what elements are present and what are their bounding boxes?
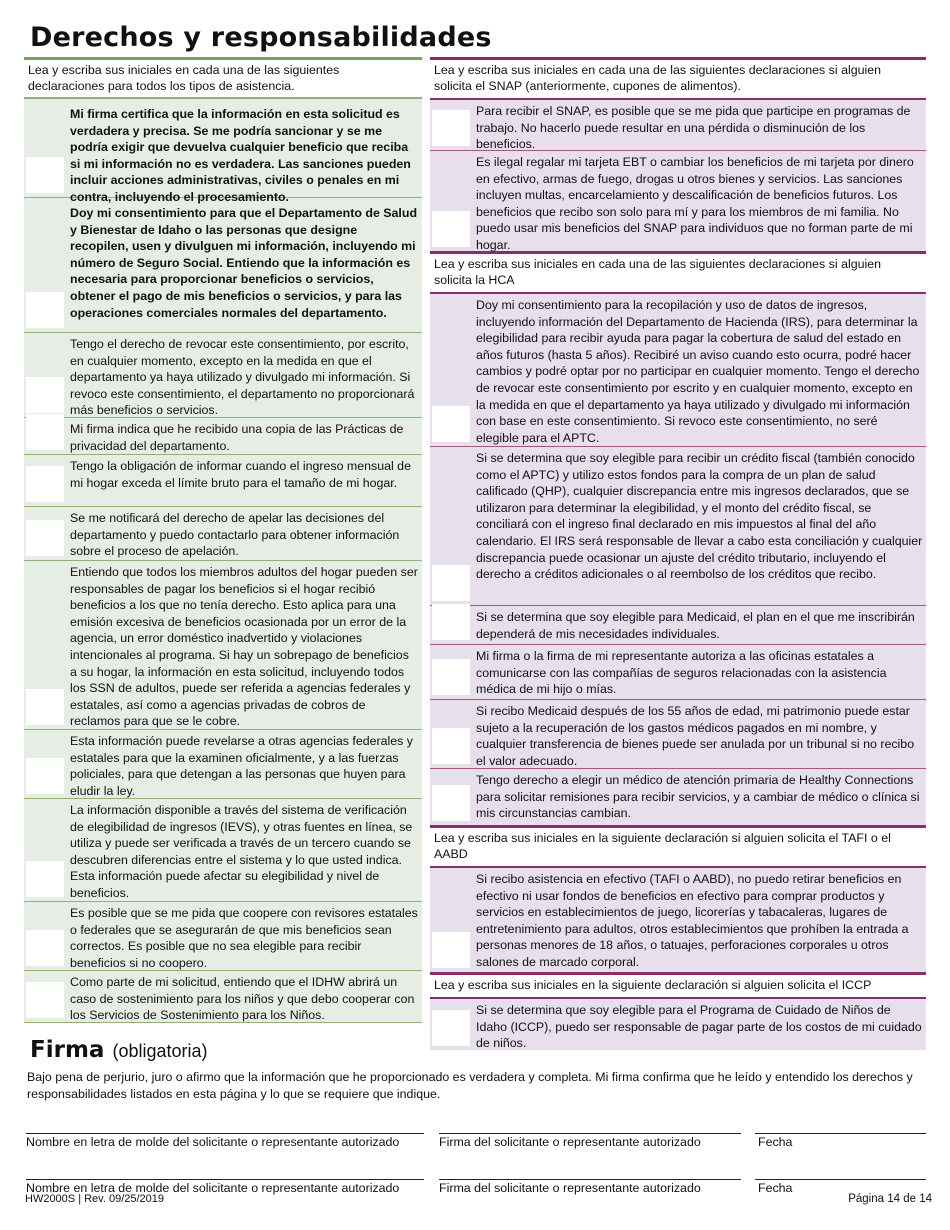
date-field[interactable]	[755, 1133, 926, 1149]
declaration-item	[430, 644, 926, 699]
date-label: Fecha	[758, 1181, 793, 1195]
signature-attestation: Bajo pena de perjurio, juro o afirmo que la información que he proporcionado es verdadera y completa. Mi firma confirma que he leído y entendido los derechos y responsabilidades listados en esta página y lo que se requiere que indique.	[27, 1070, 913, 1101]
hca-declarations-list	[430, 292, 926, 825]
declaration-item	[24, 332, 422, 417]
initials-field[interactable]	[430, 999, 470, 1050]
declaration-text: La información disponible a través del sistema de verificación de elegibilidad de ingresos (IEVS), y otras fuentes en línea, se utiliza y puede ser verificada a través de un tercero cuando se descubren diferencias entre el sistema y lo que usted indica. Esta información puede afectar su elegibilidad y nivel de beneficios.	[70, 803, 413, 900]
general-declarations-header: Lea y escriba sus iniciales en cada una de las siguientes declaraciones para todos los tipos de asistencia.	[24, 57, 422, 97]
iccp-declarations-list	[430, 997, 926, 1050]
declaration-text: Es ilegal regalar mi tarjeta EBT o cambiar los beneficios de mi tarjeta por dinero en efectivo, armas de fuego, drogas u otros bienes y servicios. Las sanciones incluyen multas, encarcelamiento y descalificación de beneficios futuros. Los beneficios que recibo son solo para mí y para los miembros de mi familia. No puedo usar mis beneficios del SNAP para individuos que no forman parte de mi hogar.	[476, 155, 914, 252]
declaration-text: Entiendo que todos los miembros adultos del hogar pueden ser responsables de pagar los beneficios si el hogar recibió beneficios a los que no tenía derecho. Esto aplica para una emisión excesiva de beneficios ocasionada por un error de la agencia, un error doméstico inadvertido y violaciones intencionales al programa. Si hay un sobrepago de beneficios a su hogar, la información en esta solicitud, incluyendo todos los SSN de adultos, puede ser referida a agencias federales y estatales, así como a agencias privadas de cobros de reclamos para que se le cobre.	[70, 565, 418, 729]
initials-field[interactable]	[24, 198, 64, 332]
signature-field[interactable]	[439, 1179, 741, 1195]
declaration-text: Mi firma o la firma de mi representante autoriza a las oficinas estatales a comunicarse con las compañías de seguros relacionadas con la asistencia médica de mi hijo o mías.	[476, 649, 887, 697]
snap-section	[430, 57, 926, 251]
declaration-item	[24, 506, 422, 560]
printed-name-label: Nombre en letra de molde del solicitante o representante autorizado	[26, 1135, 400, 1149]
initials-field[interactable]	[24, 799, 64, 901]
declaration-item	[24, 901, 422, 970]
declaration-text: Para recibir el SNAP, es posible que se me pida que participe en programas de trabajo. No hacerlo puede resultar en una pérdida o disminución de los beneficios.	[476, 104, 911, 152]
declaration-text: Mi firma indica que he recibido una copia de las Prácticas de privacidad del departamento.	[70, 422, 404, 453]
signature-field[interactable]	[439, 1133, 741, 1149]
initials-field[interactable]	[24, 902, 64, 970]
initials-field[interactable]	[430, 447, 470, 605]
signature-subtitle: (obligatoria)	[112, 1041, 208, 1061]
declaration-item	[430, 446, 926, 605]
declaration-item	[430, 768, 926, 825]
signature-label: Firma del solicitante o representante autorizado	[439, 1181, 701, 1195]
declaration-item	[430, 100, 926, 150]
declaration-item	[24, 99, 422, 204]
form-id: HW2000S | Rev. 09/25/2019	[25, 1193, 165, 1205]
declaration-text: Doy mi consentimiento para la recopilación y uso de datos de ingresos, incluyendo información del Departamento de Hacienda (IRS), para determinar la elegibilidad para recibir ayuda para pagar la cobertura de salud del estado en años futuros (hasta 5 años). Recibiré un aviso cuando esto ocurra, podré hacer cambios y podré optar por no participar en cualquier momento. Tengo el derecho de revocar este consentimiento por escrito y en cualquier momento, excepto en la medida en que el departamento ya haya utilizado y divulgado mi información con base en este consentimiento. Si revoco este consentimiento, no seré elegible para el APTC.	[476, 298, 920, 445]
initials-field[interactable]	[430, 606, 470, 644]
declaration-item	[430, 605, 926, 644]
page-number: Página 14 de 14	[848, 1193, 932, 1205]
printed-name-label: Nombre en letra de molde del solicitante o representante autorizado	[26, 1181, 400, 1195]
program-declarations-column	[430, 57, 926, 1050]
initials-field[interactable]	[430, 700, 470, 768]
declaration-item	[430, 699, 926, 768]
declaration-item	[430, 150, 926, 251]
declaration-text: Es posible que se me pida que coopere con revisores estatales o federales que se asegurarán de que mis beneficios sean correctos. Es posible que no sea elegible para recibir beneficios si no coopero.	[70, 906, 418, 970]
hca-section-header: Lea y escriba sus iniciales en cada una de las siguientes declaraciones si alguien solicita la HCA	[430, 251, 926, 292]
tafi-aabd-declarations-list	[430, 866, 926, 972]
snap-declarations-list	[430, 98, 926, 251]
declaration-text: Mi firma certifica que la información en esta solicitud es verdadera y precisa. Se me podría sancionar y se me podría exigir que devuelva cualquier beneficio que reciba si mi información no es verdadera. Las sanciones pueden incluir acciones administrativas, civiles o penales en mi contra, incluyendo el procesamiento.	[70, 107, 411, 204]
declaration-text: Si recibo asistencia en efectivo (TAFI o AABD), no puedo retirar beneficios en efectivo ni usar fondos de beneficios en efectivo para comprar productos y servicios en establecimientos de juego, licorerías y tabacaleras, lugares de entretenimiento para adultos, otros establecimientos que prohíben la entrada a personas menores de 18 años, o tatuajes, perforaciones corporales u otros salones de marcado corporal.	[476, 872, 909, 969]
initials-field[interactable]	[430, 100, 470, 150]
page-title: Derechos y responsabilidades	[30, 22, 492, 53]
declaration-text: Tengo la obligación de informar cuando el ingreso mensual de mi hogar exceda el límite bruto para el tamaño de mi hogar.	[70, 459, 411, 490]
initials-field[interactable]	[24, 561, 64, 729]
signature-row-1	[26, 1133, 926, 1153]
declaration-item	[24, 798, 422, 901]
declaration-text: Si se determina que soy elegible para Medicaid, el plan en el que me inscribirán dependerá de mis necesidades individuales.	[476, 610, 915, 641]
snap-section-header: Lea y escriba sus iniciales en cada una de las siguientes declaraciones si alguien solicita el SNAP (anteriormente, cupones de alimentos).	[430, 57, 926, 98]
general-declarations-list	[24, 97, 422, 1023]
initials-field[interactable]	[24, 99, 64, 197]
declaration-item	[24, 560, 422, 729]
printed-name-field[interactable]	[26, 1133, 424, 1149]
initials-field[interactable]	[430, 868, 470, 972]
declaration-item	[24, 197, 422, 332]
declaration-item	[430, 868, 926, 972]
date-label: Fecha	[758, 1135, 793, 1149]
declaration-text: Se me notificará del derecho de apelar las decisiones del departamento y puedo contactarlo para obtener información sobre el proceso de apelación.	[70, 511, 400, 559]
declaration-text: Si se determina que soy elegible para el Programa de Cuidado de Niños de Idaho (ICCP), puedo ser responsable de pagar parte de los costos de mi cuidado de niños.	[476, 1003, 922, 1051]
declaration-item	[24, 417, 422, 454]
initials-field[interactable]	[24, 971, 64, 1022]
iccp-section-header: Lea y escriba sus iniciales en la siguiente declaración si alguien solicita el ICCP	[430, 972, 926, 997]
tafi-aabd-section-header: Lea y escriba sus iniciales en la siguiente declaración si alguien solicita el TAFI o el AABD	[430, 825, 926, 866]
declaration-item	[24, 729, 422, 798]
declaration-text: Tengo derecho a elegir un médico de atención primaria de Healthy Connections para solicitar remisiones para recibir servicios, y a cambiar de médico o clínica si mis circunstancias cambian.	[476, 773, 920, 821]
declaration-text: Doy mi consentimiento para que el Departamento de Salud y Bienestar de Idaho o las personas que designe recopilen, usen y divulguen mi información, incluyendo mi número de Seguro Social. Entiendo que la información es necesaria para proporcionar beneficios o servicios, obtener el pago de mis beneficios o servicios, y para las operaciones comerciales normales del departamento.	[70, 206, 418, 320]
declaration-item	[430, 999, 926, 1050]
iccp-section	[430, 972, 926, 1050]
initials-field[interactable]	[430, 645, 470, 699]
signature-heading	[30, 1037, 208, 1063]
initials-field[interactable]	[430, 151, 470, 251]
hca-section	[430, 251, 926, 825]
declaration-text: Esta información puede revelarse a otras agencias federales y estatales para que la examinen oficialmente, y a las fuerzas policiales, para que detengan a las personas que huyen para eludir la ley.	[70, 734, 413, 798]
initials-field[interactable]	[24, 455, 64, 506]
initials-field[interactable]	[24, 333, 64, 417]
initials-field[interactable]	[430, 294, 470, 446]
declaration-item	[430, 294, 926, 446]
initials-field[interactable]	[24, 730, 64, 798]
declaration-item	[24, 970, 422, 1022]
declaration-item	[24, 454, 422, 506]
initials-field[interactable]	[24, 418, 64, 454]
initials-field[interactable]	[430, 769, 470, 825]
general-declarations-column	[24, 57, 422, 1023]
tafi-aabd-section	[430, 825, 926, 972]
declaration-text: Como parte de mi solicitud, entiendo que el IDHW abrirá un caso de sostenimiento para los niños y que debo cooperar con los Servicios de Sostenimiento para los Niños.	[70, 975, 415, 1023]
signature-title: Firma	[30, 1037, 105, 1063]
declaration-text: Tengo el derecho de revocar este consentimiento, por escrito, en cualquier momento, excepto en la medida en que el departamento ya haya utilizado y divulgado mi información. Si revoco este consentimiento, el departamento no proporcionará más beneficios o servicios.	[70, 337, 415, 418]
declaration-text: Si se determina que soy elegible para recibir un crédito fiscal (también conocido como el APTC) y utilizo estos fondos para la compra de un plan de salud calificado (QHP), cualquier discrepancia entre mis ingresos declarados, que se utilizaron para determinar la elegibilidad, y el monto del crédito fiscal, se conciliará con el ingreso final declarado en mis impuestos al final del año calendario. El IRS será responsable de llevar a cabo esta conciliación y cualquier discrepancia puede ocasionar un ajuste del crédito tributario, incluyendo el derecho a créditos adicionales o al reembolso de los créditos que recibo.	[476, 451, 923, 582]
declaration-text: Si recibo Medicaid después de los 55 años de edad, mi patrimonio puede estar sujeto a la recuperación de los gastos médicos pagados en mi nombre, y cualquier transferencia de bienes puede ser anulada por un tribunal si no recibo el valor adecuado.	[476, 704, 915, 768]
signature-label: Firma del solicitante o representante autorizado	[439, 1135, 701, 1149]
initials-field[interactable]	[24, 507, 64, 560]
